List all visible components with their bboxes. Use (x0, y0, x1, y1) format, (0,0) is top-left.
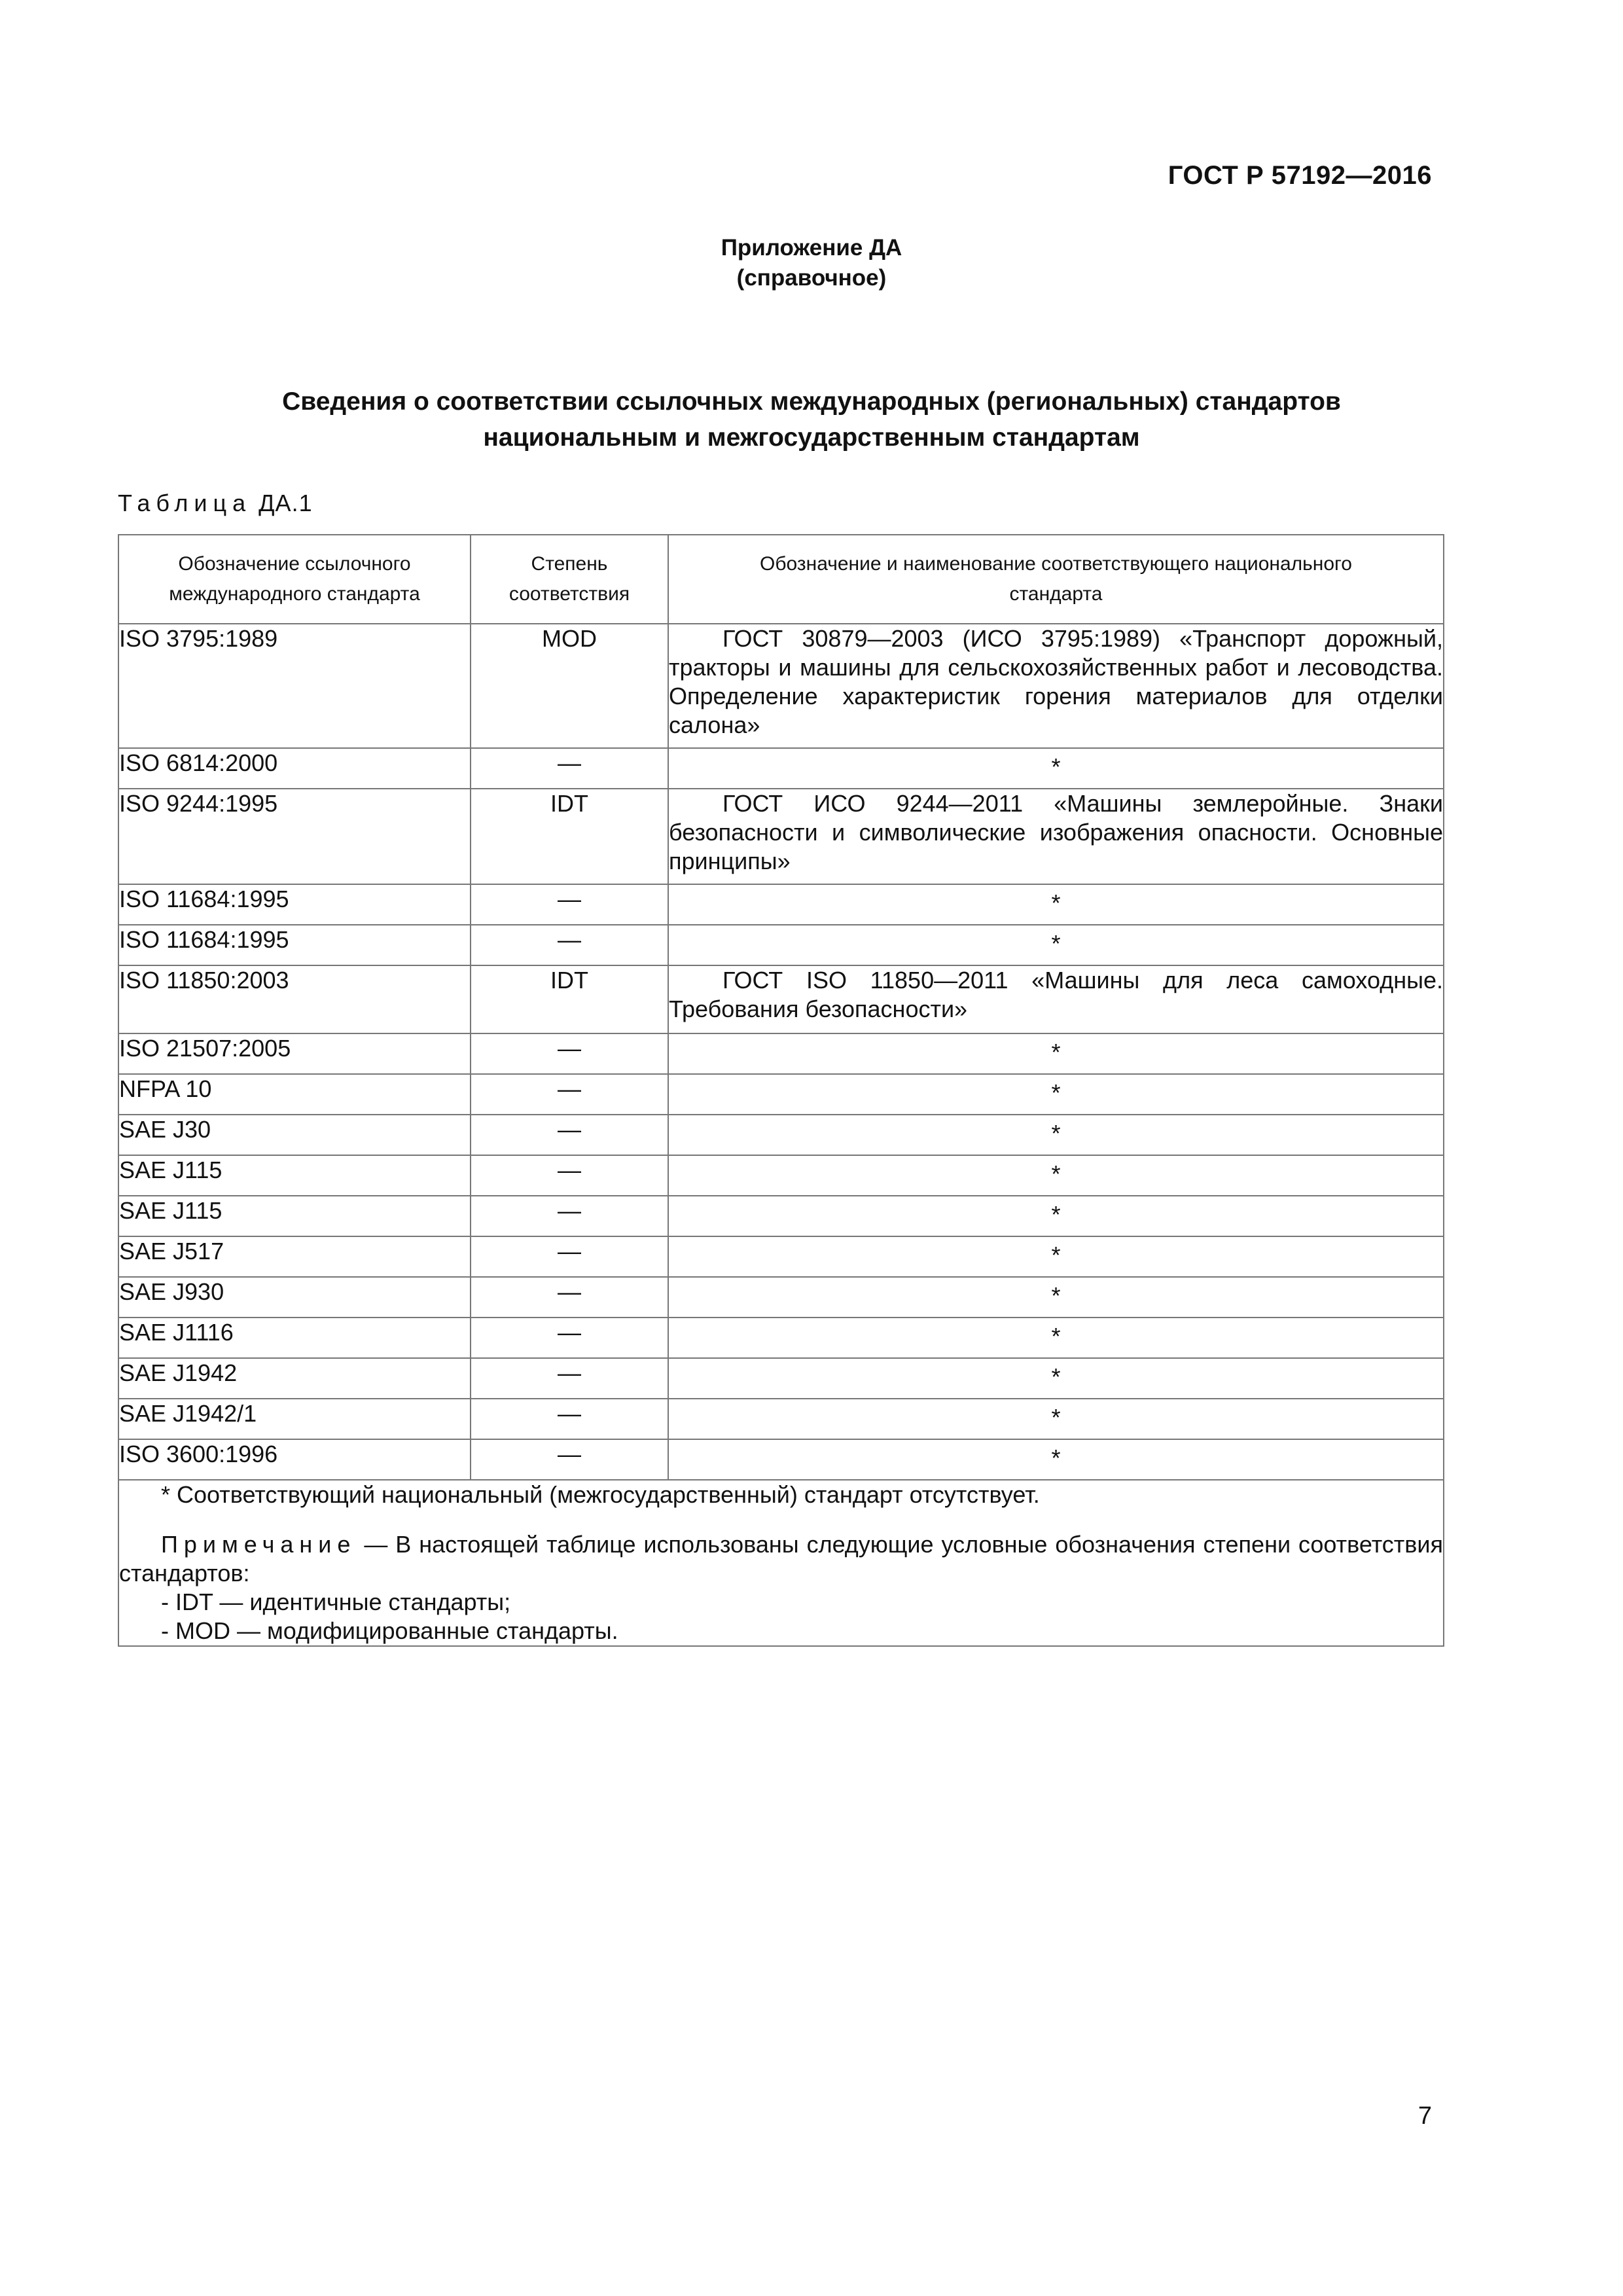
cell-degree: — (471, 925, 668, 965)
cell-code: SAE J1942/1 (118, 1399, 471, 1439)
table-row (118, 1115, 1444, 1155)
header-col1-line2: международного стандарта (169, 583, 420, 605)
cell-national-standard: * (668, 1318, 1444, 1358)
cell-code: SAE J30 (118, 1115, 471, 1155)
cell-degree: — (471, 1074, 668, 1115)
cell-national-standard: * (668, 925, 1444, 965)
cell-code: SAE J517 (118, 1236, 471, 1277)
table-caption (118, 490, 313, 517)
cell-national-standard: * (668, 1196, 1444, 1236)
cell-national-standard: * (668, 1236, 1444, 1277)
cell-national-standard: * (668, 1033, 1444, 1074)
table-caption-word: Таблица (118, 490, 252, 516)
cell-code: SAE J115 (118, 1155, 471, 1196)
table-row (118, 1033, 1444, 1074)
footnote: * Соответствующий национальный (межгосударственный) стандарт отсутствует. (161, 1481, 1040, 1508)
table-row (118, 1155, 1444, 1196)
table-caption-number: ДА.1 (259, 490, 313, 516)
appendix-subtitle: (справочное) (736, 265, 887, 291)
table-row (118, 1439, 1444, 1480)
cell-degree: — (471, 1196, 668, 1236)
table-row (118, 1074, 1444, 1115)
header-col1-line1: Обозначение ссылочного (178, 553, 411, 575)
table-row (118, 884, 1444, 925)
cell-national-standard: * (668, 1155, 1444, 1196)
table-row (118, 1399, 1444, 1439)
document-code: ГОСТ Р 57192—2016 (1168, 161, 1432, 190)
cell-national-standard: * (668, 1399, 1444, 1439)
cell-national-standard: * (668, 748, 1444, 789)
table-row (118, 1236, 1444, 1277)
table-row (118, 1277, 1444, 1318)
cell-code: ISO 9244:1995 (118, 789, 471, 884)
cell-national-standard: ГОСТ 30879—2003 (ИСО 3795:1989) «Транспорт дорожный, тракторы и машины для сельскохозяйственных работ и лесоводства. Определение характеристик горения материалов для отделки салона» (668, 624, 1444, 748)
table-row (118, 748, 1444, 789)
header-col2-line1: Степень (531, 553, 608, 575)
cell-code: NFPA 10 (118, 1074, 471, 1115)
table-row (118, 965, 1444, 1033)
cell-code: SAE J115 (118, 1196, 471, 1236)
cell-code: ISO 11850:2003 (118, 965, 471, 1033)
cell-national-standard: ГОСТ ISO 11850—2011 «Машины для леса самоходные. Требования безопасности» (668, 965, 1444, 1033)
cell-degree: — (471, 1236, 668, 1277)
header-col3-line2: стандарта (1009, 583, 1103, 605)
header-national-standard (668, 535, 1444, 624)
cell-code: ISO 21507:2005 (118, 1033, 471, 1074)
table-notes (118, 1480, 1444, 1646)
cell-code: ISO 11684:1995 (118, 925, 471, 965)
section-title (0, 384, 1623, 456)
cell-national-standard: * (668, 1277, 1444, 1318)
cell-national-standard: * (668, 1115, 1444, 1155)
table-row (118, 1196, 1444, 1236)
cell-degree: — (471, 1399, 668, 1439)
section-title-line1: Сведения о соответствии ссылочных международных (региональных) стандартов (282, 387, 1341, 416)
cell-national-standard: * (668, 1074, 1444, 1115)
page-number: 7 (1418, 2102, 1432, 2130)
note-item-mod: - MOD — модифицированные стандарты. (161, 1617, 618, 1644)
section-title-line2: национальным и межгосударственным стандартам (483, 423, 1140, 452)
cell-national-standard: * (668, 1439, 1444, 1480)
cell-national-standard: * (668, 1358, 1444, 1399)
standards-table (118, 534, 1444, 1647)
cell-code: SAE J930 (118, 1277, 471, 1318)
note-label: Примечание (161, 1531, 357, 1558)
header-col3-line1: Обозначение и наименование соответствующего национального (760, 553, 1352, 575)
header-degree (471, 535, 668, 624)
cell-degree: MOD (471, 624, 668, 748)
table-row (118, 1358, 1444, 1399)
cell-code: ISO 3795:1989 (118, 624, 471, 748)
header-reference-standard (118, 535, 471, 624)
note-paragraph (119, 1530, 1443, 1588)
table-row (118, 789, 1444, 884)
cell-national-standard: ГОСТ ИСО 9244—2011 «Машины землеройные. Знаки безопасности и символические изображения опасности. Основные принципы» (668, 789, 1444, 884)
cell-national-standard: * (668, 884, 1444, 925)
cell-degree: — (471, 1115, 668, 1155)
cell-degree: — (471, 1277, 668, 1318)
cell-code: ISO 6814:2000 (118, 748, 471, 789)
table-row (118, 624, 1444, 748)
cell-degree: — (471, 1439, 668, 1480)
cell-degree: — (471, 1358, 668, 1399)
cell-degree: IDT (471, 789, 668, 884)
cell-degree: — (471, 1033, 668, 1074)
appendix-heading (0, 233, 1623, 293)
note-item-idt: - IDT — идентичные стандарты; (161, 1588, 511, 1615)
note-text: — В настоящей таблице использованы следующие условные обозначения степени соответствия стандартов: (119, 1531, 1443, 1587)
cell-code: SAE J1942 (118, 1358, 471, 1399)
cell-degree: — (471, 884, 668, 925)
cell-degree: — (471, 1155, 668, 1196)
cell-code: ISO 11684:1995 (118, 884, 471, 925)
table-notes-row (118, 1480, 1444, 1646)
cell-degree: — (471, 748, 668, 789)
cell-degree: IDT (471, 965, 668, 1033)
cell-code: SAE J1116 (118, 1318, 471, 1358)
table-header-row (118, 535, 1444, 624)
table-row (118, 925, 1444, 965)
table-row (118, 1318, 1444, 1358)
header-col2-line2: соответствия (508, 583, 630, 605)
appendix-title: Приложение ДА (721, 235, 902, 260)
cell-degree: — (471, 1318, 668, 1358)
cell-code: ISO 3600:1996 (118, 1439, 471, 1480)
